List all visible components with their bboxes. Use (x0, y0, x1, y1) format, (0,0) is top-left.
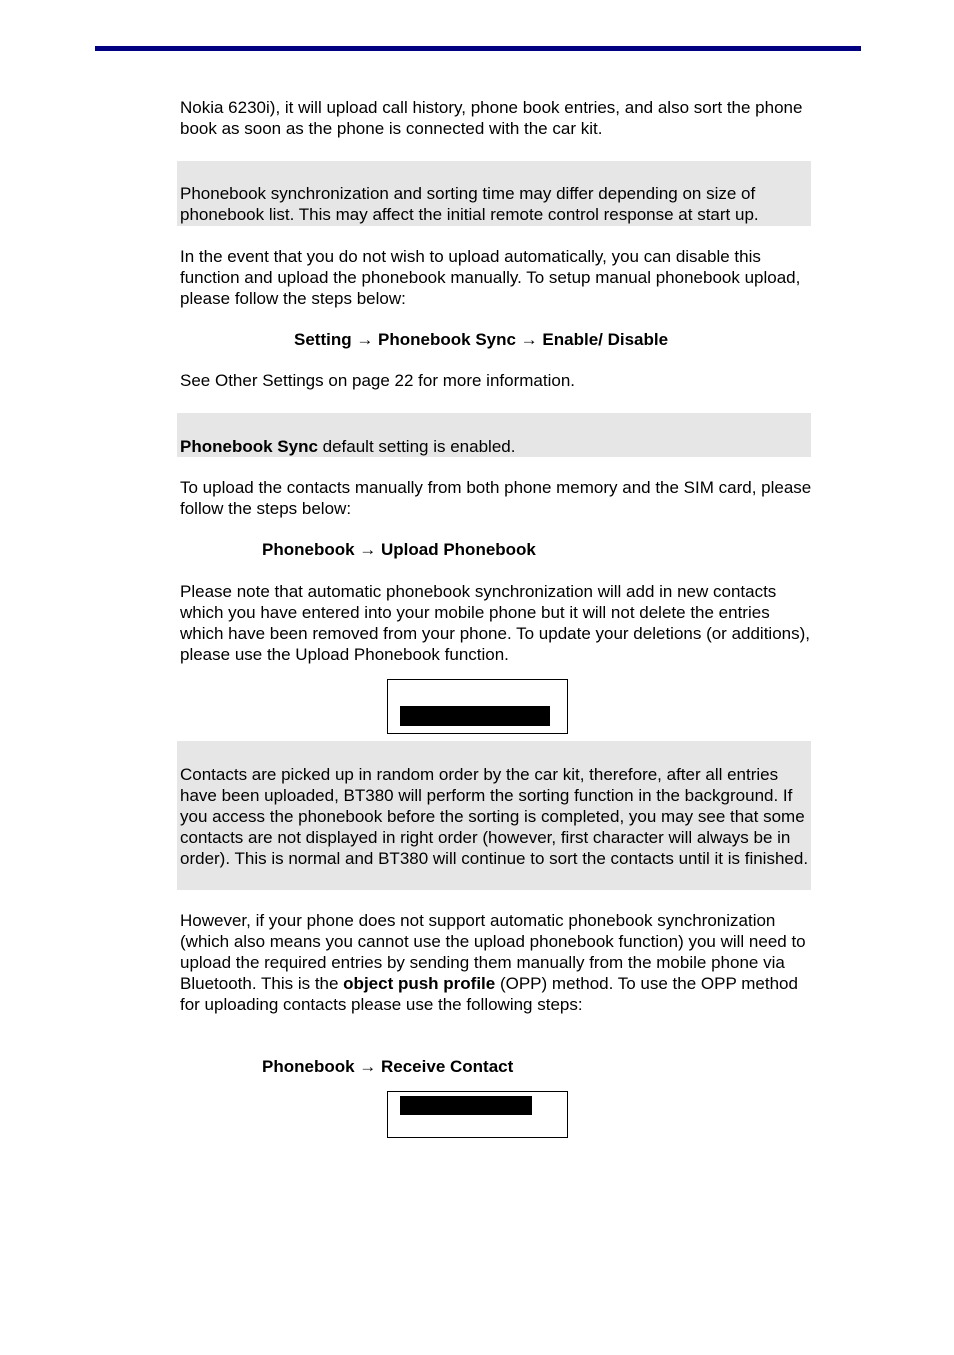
note-rest: default setting is enabled. (317, 437, 516, 456)
lcd-redacted-text (400, 1096, 532, 1115)
note-text: Contacts are picked up in random order by the car kit, therefore, after all entries have been uploaded, BT380 will perform the sorting function in the background. If you access the phonebook before the sorting is completed, you may see that some contacts are not displayed in right order (however, first character will always be in order). This is normal and BT380 will continue to sort the contacts until it is finished. (180, 765, 809, 868)
menu-path-receive-contact: Phonebook → Receive Contact (262, 1057, 514, 1076)
menu-path-upload-phonebook: Phonebook → Upload Phonebook (262, 540, 536, 559)
menu-path-phonebook-sync: Setting → Phonebook Sync → Enable/ Disable (294, 330, 669, 349)
opp-bold-term: object push profile (343, 974, 496, 993)
note-bold-term: Phonebook Sync (180, 437, 318, 456)
note-box-sync-time (177, 161, 811, 226)
paragraph-sync-note: Please note that automatic phonebook synchronization will add in new contacts which you have entered into your mobile phone but it will not delete the entries which have been removed from your phone. To update your deletions (or additions), please use the Upload Phonebook function. (180, 582, 811, 664)
lcd-redacted-text (400, 706, 550, 726)
opp-text-part2: (OPP) method. To use the OPP method for uploading contacts please use the following steps: (180, 974, 798, 1014)
note-text: Phonebook synchronization and sorting time may differ depending on size of phonebook list. This may affect the initial remote control response at start up. (180, 184, 759, 224)
paragraph-see-other-settings: See Other Settings on page 22 for more information. (180, 371, 576, 390)
paragraph-manual-upload: To upload the contacts manually from both phone memory and the SIM card, please follow the steps below: (180, 478, 812, 518)
paragraph-disable-upload: In the event that you do not wish to upload automatically, you can disable this function and upload the phonebook manually. To setup manual phonebook upload, please follow the steps below: (180, 247, 801, 308)
lcd-display-image (387, 1091, 568, 1138)
note-box-sorting (177, 741, 811, 890)
lcd-display-image (387, 679, 568, 734)
opp-text-part1: However, if your phone does not support automatic phonebook synchronization (which also means you cannot use the upload phonebook function) you will need to upload the required entries by sending them manually from the mobile phone via Bluetooth. This is the (180, 911, 806, 993)
note-text (180, 436, 811, 457)
paragraph-opp-method (180, 910, 812, 1015)
note-box-default-setting (177, 413, 811, 457)
paragraph-intro: Nokia 6230i), it will upload call history, phone book entries, and also sort the phone book as soon as the phone is connected with the car kit. (180, 98, 803, 138)
header-rule (95, 46, 861, 51)
